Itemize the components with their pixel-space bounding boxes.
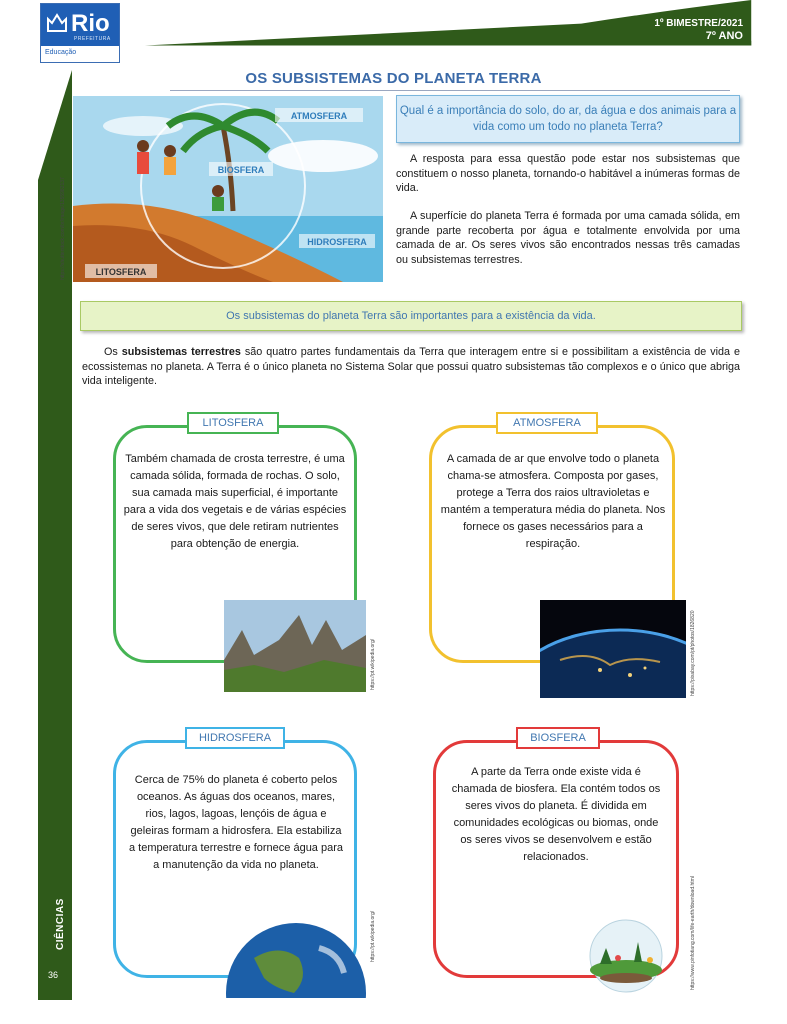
card-label-hidrosfera: HIDROSFERA xyxy=(185,727,285,749)
atmosfera-tag: ATMOSFERA xyxy=(290,111,348,121)
ano-text: 7º ANO xyxy=(705,30,743,42)
header-period xyxy=(654,17,743,43)
hidrosfera-tag: HIDROSFERA xyxy=(307,237,367,247)
intro-paragraph-1: A resposta para essa questão pode estar nos subsistemas que constituem o nosso planeta, tornando-o habitável a inúmeras formas de vida. xyxy=(396,153,740,195)
earth-subsystems-illustration xyxy=(73,96,383,282)
side-banner xyxy=(38,70,72,1000)
body-bold: subsistemas terrestres xyxy=(121,346,241,358)
card-text-hidrosfera: Cerca de 75% do planeta é coberto pelos oceanos. As águas dos oceanos, mares, rios, lagos, lagoas, lençóis de água e geleiras formam a hidrosfera. Ela estabiliza a temperatura terrestre e fornece água para a manutenção da vida no planeta. xyxy=(128,774,343,871)
card-text-biosfera: A parte da Terra onde existe vida é chamada de biosfera. Ela contém todos os seres vivos do planeta. É dividida em comunidades ecológicas ou biomas, onde os seres vivos se desenvolvem e estão relacionados. xyxy=(451,766,661,863)
title-underline xyxy=(170,90,730,91)
biosfera-credit: https://www.pinfotiang.com/life-earth/download.html xyxy=(690,876,696,990)
biosphere-globe-photo xyxy=(572,912,680,994)
logo-subtitle: Educação xyxy=(45,49,77,56)
crown-icon xyxy=(46,11,68,35)
atmosfera-credit: https://pixabay.com/pt/photos/1826820 xyxy=(690,610,696,696)
page-title: OS SUBSISTEMAS DO PLANETA TERRA xyxy=(245,70,542,87)
earth-night-photo xyxy=(540,600,686,698)
card-label-litosfera: LITOSFERA xyxy=(187,412,279,434)
top-image-credit: https://shutterstock.com/br/image/1355982137 xyxy=(60,177,66,280)
card-text-atmosfera: A camada de ar que envolve todo o planeta chama-se atmosfera. Composta por gases, protege a Terra dos raios ultravioletas e mantém a temperatura média do planeta. Nos fornece os gases necessários para a respiração. xyxy=(440,453,666,550)
guiding-question: Qual é a importância do solo, do ar, da água e dos animais para a vida como um todo no planeta Terra? xyxy=(396,95,740,143)
page-number: 36 xyxy=(48,970,59,980)
card-text-litosfera: Também chamada de crosta terrestre, é uma camada sólida, formada de rochas. O solo, sua camada mais superficial, é importante para a vida dos vegetais e de várias espécies de seres vivos, que dele retiram nutrientes para obtenção de energia. xyxy=(123,453,347,550)
litosfera-tag: LITOSFERA xyxy=(95,267,147,277)
body-rest: são quatro partes fundamentais da Terra que interagem entre si e possibilitam a existência de vida e ecossistemas no planeta. A Terra é o único planeta no Sistema Solar que possui quatro subsistemas tão complexos e o único que abriga vida inteligente. xyxy=(82,346,740,388)
logo-word: Rio xyxy=(71,10,110,37)
rio-logo xyxy=(40,3,120,63)
card-label-atmosfera: ATMOSFERA xyxy=(496,412,598,434)
body-lead: Os xyxy=(104,346,122,358)
bimestre-text: 1º BIMESTRE/2021 xyxy=(654,18,743,29)
card-label-biosfera: BIOSFERA xyxy=(516,727,600,749)
litosfera-credit: https://pt.wikipedia.org/ xyxy=(370,638,376,690)
logo-prefeitura: PREFEITURA xyxy=(74,36,111,42)
highlight-box: Os subsistemas do planeta Terra são importantes para a existência da vida. xyxy=(80,301,742,331)
mountains-photo xyxy=(224,600,366,692)
earth-globe-photo xyxy=(224,918,368,998)
subject-label: CIÊNCIAS xyxy=(55,898,66,950)
hidrosfera-credit: https://pt.wikipedia.org/ xyxy=(370,910,376,962)
intro-paragraph-2: A superfície do planeta Terra é formada por uma camada sólida, em grande parte recoberta por água e totalmente envolvida por uma camada de ar. Os seres vivos são encontrados nessas três camadas ou subsistemas terrestres. xyxy=(396,210,740,266)
body-paragraph xyxy=(82,345,740,389)
biosfera-tag: BIOSFERA xyxy=(217,165,265,175)
